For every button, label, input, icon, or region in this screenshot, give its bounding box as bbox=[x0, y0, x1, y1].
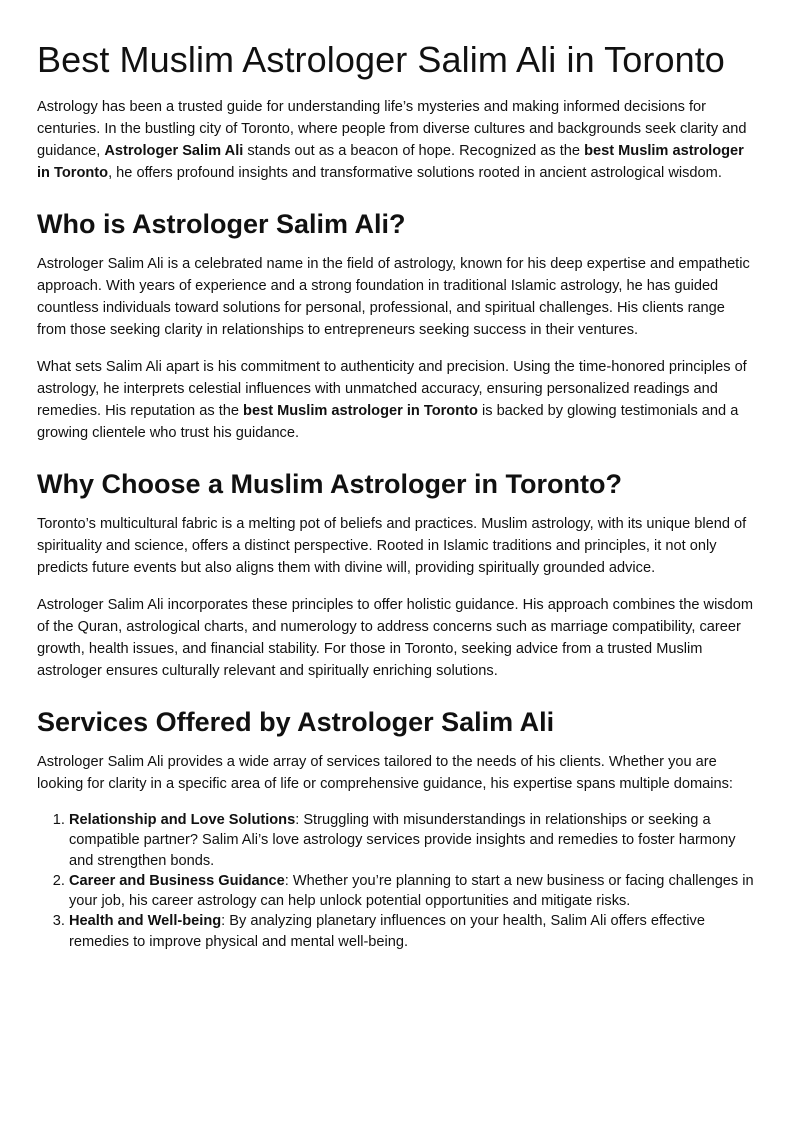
intro-bold-1: Astrologer Salim Ali bbox=[104, 143, 244, 159]
service-title: Relationship and Love Solutions bbox=[69, 812, 296, 828]
intro-paragraph bbox=[37, 96, 757, 184]
why-paragraph-2: Astrologer Salim Ali incorporates these principles to offer holistic guidance. His approach combines the wisdom of the Quran, astrological charts, and numerology to address concerns such as marriage compatibility, career growth, health issues, and financial stability. For those in Toronto, seeking advice from a trusted Muslim astrologer ensures culturally relevant and spiritually enriching solutions. bbox=[37, 597, 753, 679]
section-heading-who: Who is Astrologer Salim Ali? bbox=[37, 209, 406, 239]
intro-text-1: Astrology has been a trusted guide for understanding life’s mysteries and making informed decisions for centuries. In the bustling city of Toronto, where people from diverse cultures and backgrounds seek clarity and guidance, bbox=[37, 99, 747, 159]
who-paragraph-1: Astrologer Salim Ali is a celebrated name in the field of astrology, known for his deep expertise and empathetic approach. With years of experience and a strong foundation in traditional Islamic astrology, he has guided countless individuals toward solutions for personal, professional, and spiritual challenges. His clients range from those seeking clarity in relationships to entrepreneurs seeking success in their ventures. bbox=[37, 256, 750, 338]
section-heading-services: Services Offered by Astrologer Salim Ali bbox=[37, 707, 555, 737]
service-title: Career and Business Guidance bbox=[69, 872, 285, 889]
page-title: Best Muslim Astrologer Salim Ali in Toronto bbox=[37, 39, 725, 80]
list-item bbox=[69, 810, 757, 871]
list-item bbox=[69, 911, 757, 952]
service-text: : By analyzing planetary influences on your health, Salim Ali offers effective remedies to improve physical and mental well-being. bbox=[69, 913, 705, 950]
service-text: : Whether you’re planning to start a new business or facing challenges in your job, his career astrology can help unlock potential opportunities and mitigate risks. bbox=[69, 872, 754, 910]
who-p2-text-1: What sets Salim Ali apart is his commitment to authenticity and precision. Using the time-honored principles of astrology, he interprets celestial influences with unmatched accuracy, ensuring personalized readings and remedies. His reputation as the bbox=[37, 359, 747, 419]
services-paragraph: Astrologer Salim Ali provides a wide array of services tailored to the needs of his clients. Whether you are looking for clarity in a specific area of life or comprehensive guidance, his expertise spans multiple domains: bbox=[37, 754, 733, 792]
intro-bold-2: best Muslim astrologer in Toronto bbox=[37, 143, 744, 181]
service-text: : Struggling with misunderstandings in relationships or seeking a compatible partner? Salim Ali’s love astrology services provide insights and remedies to foster harmony and strengthen bonds. bbox=[69, 812, 736, 869]
why-paragraph-1: Toronto’s multicultural fabric is a melting pot of beliefs and practices. Muslim astrology, with its unique blend of spirituality and science, offers a distinct perspective. Rooted in Islamic traditions and principles, it not only predicts future events but also aligns them with divine will, providing spiritually grounded advice. bbox=[37, 516, 747, 576]
who-p2-bold: best Muslim astrologer in Toronto bbox=[243, 403, 478, 419]
section-heading-why: Why Choose a Muslim Astrologer in Toronto? bbox=[37, 469, 622, 499]
list-item bbox=[69, 871, 757, 912]
intro-text-2: stands out as a beacon of hope. Recognized as the bbox=[243, 143, 585, 159]
services-list bbox=[37, 810, 757, 952]
who-paragraph-2 bbox=[37, 356, 757, 444]
intro-text-3: , he offers profound insights and transformative solutions rooted in ancient astrological wisdom. bbox=[108, 165, 722, 181]
who-p2-text-2: is backed by glowing testimonials and a growing clientele who trust his guidance. bbox=[37, 403, 739, 441]
service-title: Health and Well-being bbox=[69, 913, 222, 930]
